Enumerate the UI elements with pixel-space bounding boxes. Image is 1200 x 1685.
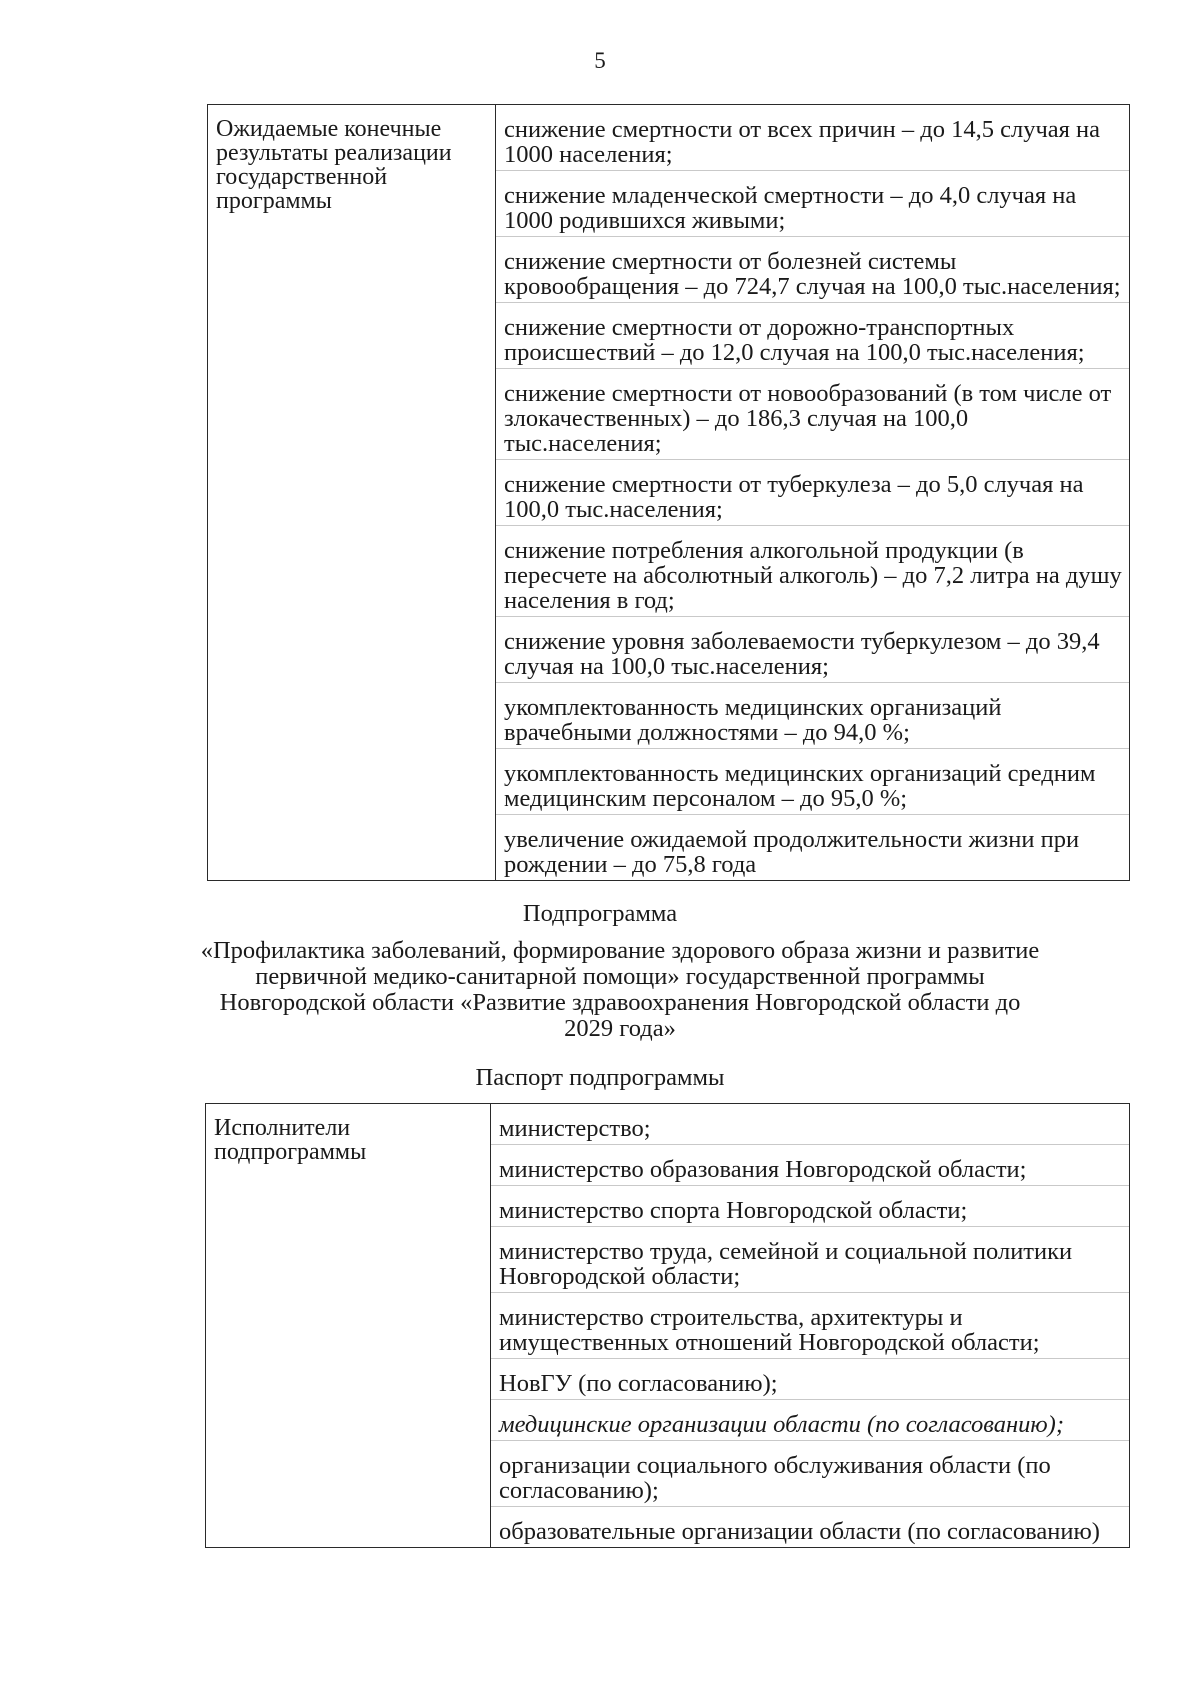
executors-table bbox=[205, 1103, 1130, 1548]
passport-title: Паспорт подпрограммы bbox=[475, 1064, 725, 1091]
list-item: министерство; bbox=[491, 1104, 1129, 1145]
results-table bbox=[207, 104, 1130, 881]
subprogram-heading: Подпрограмма bbox=[522, 900, 678, 927]
list-item: укомплектованность медицинских организаций врачебными должностями – до 94,0 %; bbox=[496, 683, 1129, 749]
list-item: снижение смертности от новообразований (в том числе от злокачественных) – до 186,3 случая на 100,0 тыс.населения; bbox=[496, 369, 1129, 460]
list-item: увеличение ожидаемой продолжительности жизни при рождении – до 75,8 года bbox=[504, 826, 1080, 878]
results-label: Ожидаемые конечные результаты реализации государственной программы bbox=[208, 105, 496, 881]
list-item: организации социального обслуживания области (по согласованию); bbox=[491, 1441, 1129, 1507]
executors-label: Исполнители подпрограммы bbox=[206, 1104, 491, 1548]
list-item: снижение смертности от всех причин – до 14,5 случая на 1000 населения; bbox=[496, 105, 1129, 171]
list-item: снижение уровня заболеваемости туберкулезом – до 39,4 случая на 100,0 тыс.населения; bbox=[496, 617, 1129, 683]
table-row bbox=[206, 1104, 1130, 1548]
list-item: снижение смертности от болезней системы кровообращения – до 724,7 случая на 100,0 тыс.населения; bbox=[496, 237, 1129, 303]
list-item: министерство спорта Новгородской области; bbox=[491, 1186, 1129, 1227]
table-row bbox=[208, 105, 1130, 881]
list-item: медицинские организации области (по согласованию); bbox=[491, 1400, 1129, 1441]
list-item: укомплектованность медицинских организаций средним медицинским персоналом – до 95,0 %; bbox=[496, 749, 1129, 815]
list-item: снижение младенческой смертности – до 4,0 случая на 1000 родившихся живыми; bbox=[496, 171, 1129, 237]
list-item: НовГУ (по согласованию); bbox=[491, 1359, 1129, 1400]
list-item: министерство образования Новгородской области; bbox=[491, 1145, 1129, 1186]
results-list bbox=[496, 105, 1130, 881]
executors-list bbox=[491, 1104, 1130, 1548]
subprogram-name: «Профилактика заболеваний, формирование здорового образа жизни и развитие первичной медико-санитарной помощи» государственной программы Новгородской области «Развитие здравоохранения Новгородской области до 2029 года» bbox=[200, 937, 1040, 1042]
page-number: 5 bbox=[594, 48, 606, 73]
list-item: снижение смертности от дорожно-транспортных происшествий – до 12,0 случая на 100,0 тыс.населения; bbox=[496, 303, 1129, 369]
list-item: снижение смертности от туберкулеза – до 5,0 случая на 100,0 тыс.населения; bbox=[496, 460, 1129, 526]
list-item: образовательные организации области (по согласованию) bbox=[499, 1518, 1100, 1545]
list-item: снижение потребления алкогольной продукции (в пересчете на абсолютный алкоголь) – до 7,2 литра на душу населения в год; bbox=[496, 526, 1129, 617]
list-item: министерство строительства, архитектуры и имущественных отношений Новгородской области; bbox=[491, 1293, 1129, 1359]
list-item: министерство труда, семейной и социальной политики Новгородской области; bbox=[491, 1227, 1129, 1293]
